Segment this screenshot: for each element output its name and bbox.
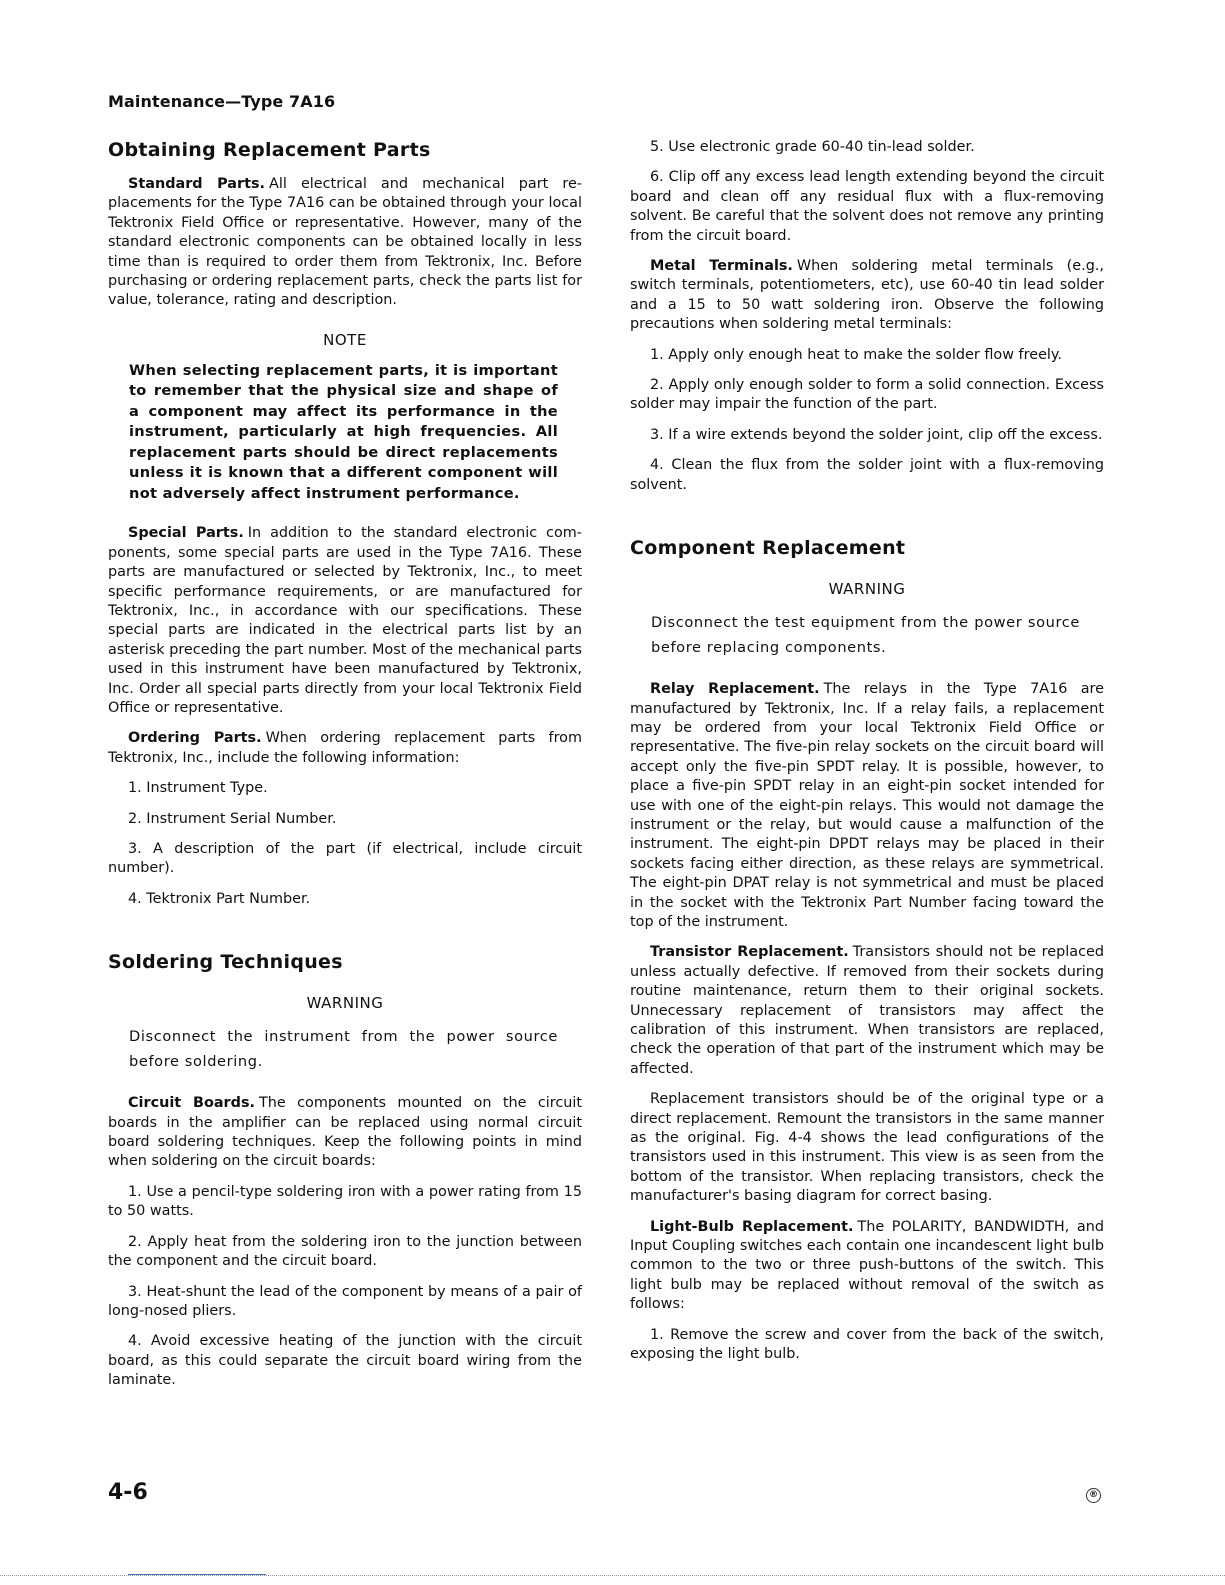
bulb-item-1: 1. Remove the screw and cover from the back of the switch, exposing the light bulb.	[630, 1326, 1104, 1363]
ordering-item-3: 3. A description of the part (if electrical, include circuit number).	[108, 841, 582, 877]
paragraph-special-parts	[108, 524, 582, 718]
ordering-item-2: 2. Instrument Serial Number.	[128, 810, 337, 827]
metal-terminals-text: When soldering metal terminals (e.g., switch terminals, potentiometers, etc), use 60-40 tin lead solder and a 15 to 50 watt soldering iron. Observe the following precautions when soldering metal terminals:	[630, 258, 1104, 333]
standard-parts-text: All electrical and mechanical part replacements for the Type 7A16 can be obtained through your local Tektronix Field Office or representative. However, many of the standard electronic components can be obtained locally in less time than is required to order them from Tektronix, Inc. Before purchasing or ordering replacement parts, check the parts list for value, tolerance, rating and description.	[108, 176, 582, 309]
paragraph-circuit-boards	[108, 1094, 582, 1172]
circuit-item-6: 6. Clip off any excess lead length extending beyond the circuit board and clean off any residual flux with a flux-removing solvent. Be careful that the solvent does not remove any printing from the circuit board.	[630, 169, 1104, 244]
registered-mark-icon: ®	[1086, 1488, 1101, 1503]
light-bulb-replacement-text: The POLARITY, BANDWIDTH, and Input Coupling switches each contain one incandescent light bulb common to the two or three push-buttons of the switch. This light bulb may be replaced without removal of the switch as follows:	[630, 1218, 1104, 1313]
runin-light-bulb-replacement: Light-Bulb Replacement.	[650, 1218, 854, 1235]
ordering-item-1: 1. Instrument Type.	[128, 780, 268, 797]
paragraph-transistor-basing: Replacement transistors should be of the original type or a direct replacement. Remount the transistors in the same manner as the original. Fig. 4-4 shows the lead configurations of the transistors used in this instrument. This view is as seen from the bottom of the transistor. When replacing transistors, check the manufacturer's basing diagram for correct basing.	[630, 1091, 1104, 1205]
section-heading-soldering-techniques: Soldering Techniques	[108, 951, 343, 974]
metal-item-1: 1. Apply only enough heat to make the solder flow freely.	[650, 346, 1062, 363]
runin-ordering-parts: Ordering Parts.	[128, 730, 262, 747]
warning-body-components: Disconnect the test equipment from the power source before replacing components.	[651, 614, 1080, 657]
note-title: NOTE	[323, 330, 367, 349]
paragraph-relay-replacement	[630, 680, 1104, 932]
circuit-item-4: 4. Avoid excessive heating of the junction with the circuit board, as this could separate the circuit board wiring from the laminate.	[108, 1333, 582, 1389]
scan-edge-rule	[0, 1575, 1225, 1576]
circuit-item-5: 5. Use electronic grade 60-40 tin-lead solder.	[650, 139, 975, 155]
special-parts-text: In addition to the standard electronic components, some special parts are used in the Type 7A16. These parts are manufactured or selected by Tektronix, Inc., to meet specific performance requirements, or are manufactured for Tektronix, Inc., in accordance with our specifications. These special parts are indicated in the electrical parts list by an asterisk preceding the part number. Most of the mechanical parts used in this instrument have been manufactured by Tektronix, Inc. Order all special parts directly from your local Tektronix Field Office or representative.	[108, 525, 582, 716]
ordering-item-4: 4. Tektronix Part Number.	[128, 890, 311, 907]
paragraph-transistor-replacement	[630, 943, 1104, 1079]
transistor-replacement-text: Transistors should not be replaced unless actually defective. If removed from their sockets during routine maintenance, return them to their original sockets. Unnecessary replacement of transistors may affect the calibration of this instrument. When transistors are replaced, check the operation of that part of the instrument which may be affected.	[630, 944, 1104, 1077]
relay-replacement-text: The relays in the Type 7A16 are manufactured by Tektronix, Inc. If a relay fails, a replacement may be ordered from your local Tektronix Field Office or representative. The five-pin relay sockets on the circuit board will accept only the five-pin SPDT relay. It is possible, however, to place a five-pin SPDT relay in an eight-pin socket intended for use with one of the eight-pin relays. This would not damage the instrument or the relay, but would cause a malfunction of the instrument. The eight-pin DPDT relays may be placed in their sockets facing either direction, as these relays are symmetrical. The eight-pin DPAT relay is not symmetrical and must be placed in the socket with the Tektronix Part Number facing toward the top of the instrument.	[630, 681, 1104, 930]
note-body: When selecting replacement parts, it is important to remember that the physical size and shape of a component may affect its performance in the instrument, particularly at high frequencies. All replacement parts should be direct replacements unless it is known that a different component will not adversely affect instrument performance.	[129, 361, 558, 502]
warning-title-soldering: WARNING	[306, 994, 384, 1013]
paragraph-ordering-parts	[108, 729, 582, 768]
paragraph-standard-parts	[108, 175, 582, 311]
running-head: Maintenance—Type 7A16	[108, 92, 336, 111]
paragraph-metal-terminals	[630, 257, 1104, 335]
scan-edge-mark	[128, 1574, 266, 1575]
runin-standard-parts: Standard Parts.	[128, 176, 266, 192]
circuit-boards-text: The components mounted on the circuit boards in the amplifier can be replaced using normal circuit board soldering techniques. Keep the following points in mind when soldering on the circuit boards:	[108, 1095, 583, 1170]
metal-item-3: 3. If a wire extends beyond the solder joint, clip off the excess.	[650, 426, 1103, 443]
metal-item-4: 4. Clean the flux from the solder joint with a flux-removing solvent.	[630, 457, 1104, 493]
runin-relay-replacement: Relay Replacement.	[650, 681, 820, 698]
warning-title-components: WARNING	[828, 580, 906, 599]
right-column	[630, 138, 1104, 1376]
circuit-item-3: 3. Heat-shunt the lead of the component by means of a pair of long-nosed pliers.	[108, 1283, 582, 1319]
section-heading-obtaining-replacement-parts: Obtaining Replacement Parts	[108, 139, 431, 161]
warning-body-soldering: Disconnect the instrument from the power source before soldering.	[129, 1028, 558, 1071]
left-column	[108, 138, 582, 1402]
paragraph-light-bulb-replacement	[630, 1218, 1104, 1315]
page-number: 4-6	[108, 1480, 148, 1505]
runin-special-parts: Special Parts.	[128, 525, 244, 542]
runin-circuit-boards: Circuit Boards.	[128, 1095, 255, 1112]
circuit-item-1: 1. Use a pencil-type soldering iron with a power rating from 15 to 50 watts.	[108, 1183, 582, 1220]
circuit-item-2: 2. Apply heat from the soldering iron to the junction between the component and the circuit board.	[108, 1233, 582, 1270]
runin-transistor-replacement: Transistor Replacement.	[650, 944, 849, 961]
metal-item-2: 2. Apply only enough solder to form a solid connection. Excess solder may impair the function of the part.	[630, 377, 1104, 413]
section-heading-component-replacement: Component Replacement	[630, 537, 906, 560]
ordering-parts-text: When ordering replacement parts from Tektronix, Inc., include the following information:	[108, 730, 582, 766]
runin-metal-terminals: Metal Terminals.	[650, 258, 793, 275]
